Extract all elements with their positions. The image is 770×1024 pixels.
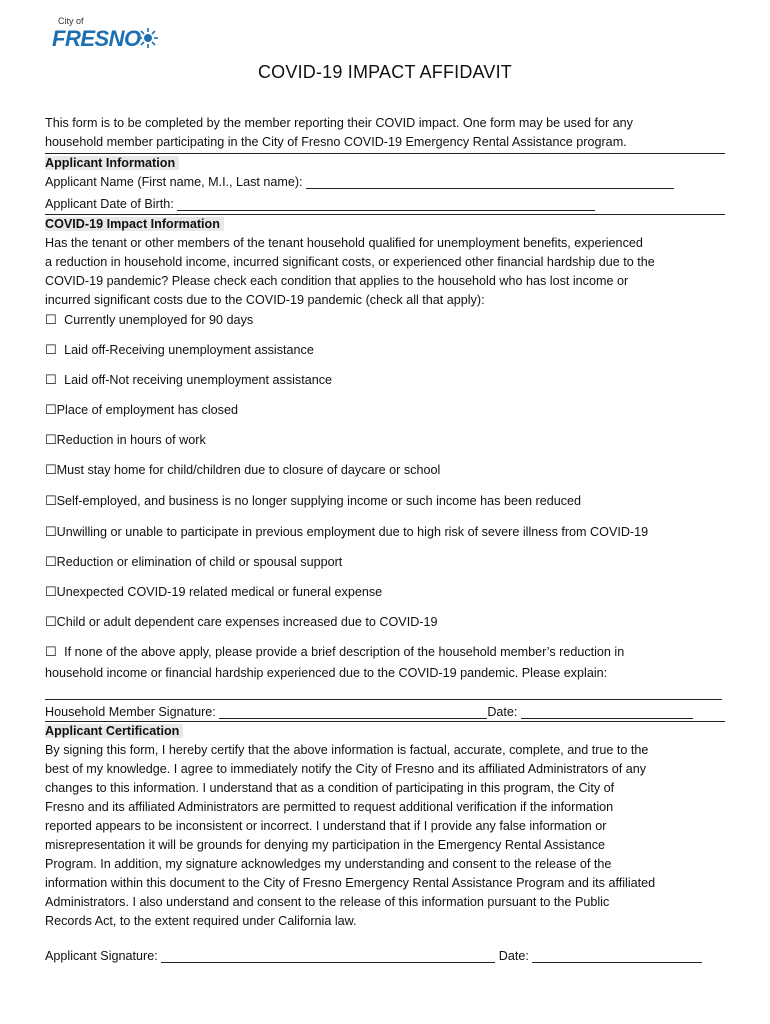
checkbox-icon[interactable]: ☐: [45, 313, 57, 328]
option-label: Place of employment has closed: [56, 403, 238, 417]
certification-line: Fresno and its affiliated Administrators are permitted to request additional verification if the information: [45, 800, 614, 814]
option-support-reduction[interactable]: [45, 555, 342, 570]
checkbox-icon[interactable]: ☐: [45, 615, 57, 630]
checkbox-icon[interactable]: ☐: [45, 463, 57, 478]
certification-line: changes to this information. I understand that as a condition of participating in this program, the City of: [45, 781, 615, 795]
option-label: Must stay home for child/children due to closure of daycare or school: [56, 463, 441, 477]
option-label: Reduction in hours of work: [56, 433, 206, 447]
impact-question-line: COVID-19 pandemic? Please check each condition that applies to the household who has lost income or: [45, 274, 629, 288]
applicant-name-label: Applicant Name (First name, M.I., Last name):: [45, 175, 303, 189]
option-label: Laid off-Receiving unemployment assistance: [60, 343, 314, 357]
city-of-fresno-logo: [52, 16, 162, 52]
checkbox-icon[interactable]: ☐: [45, 555, 57, 570]
certification-line: reported appears to be inconsistent or incorrect. I understand that if I provide any false information or: [45, 819, 607, 833]
household-date-field[interactable]: [521, 704, 693, 719]
checkbox-icon[interactable]: ☐: [45, 525, 57, 540]
applicant-signature-row: [45, 947, 702, 966]
certification-line: Administrators. I also understand and consent to the release of this information pursuant to the Public: [45, 895, 610, 909]
option-self-employed[interactable]: [45, 494, 581, 509]
option-label: Currently unemployed for 90 days: [60, 313, 254, 327]
applicant-date-field[interactable]: [532, 948, 702, 963]
certification-line: information within this document to the City of Fresno Emergency Rental Assistance Program and its affiliated: [45, 876, 656, 890]
option-label: Child or adult dependent care expenses increased due to COVID-19: [56, 615, 438, 629]
checkbox-icon[interactable]: ☐: [45, 343, 57, 358]
checkbox-icon[interactable]: ☐: [45, 494, 57, 509]
checkbox-icon[interactable]: ☐: [45, 645, 57, 660]
form-title: COVID-19 IMPACT AFFIDAVIT: [257, 62, 513, 82]
option-label: Unexpected COVID-19 related medical or funeral expense: [56, 585, 383, 599]
applicant-signature-label: Applicant Signature:: [45, 949, 158, 963]
household-date-label: Date:: [487, 705, 518, 719]
option-laid-off-not-receiving[interactable]: [45, 373, 332, 388]
logo-city-of: City of: [58, 16, 84, 26]
option-none-apply-line-2: household income or financial hardship experienced due to the COVID-19 pandemic. Please explain:: [45, 666, 608, 680]
certification-heading: Applicant Certification: [45, 722, 183, 741]
household-signature-label: Household Member Signature:: [45, 705, 216, 719]
option-employment-closed[interactable]: [45, 403, 238, 418]
option-none-apply[interactable]: [45, 645, 624, 660]
option-label: If none of the above apply, please provide a brief description of the household member’s reduction in: [60, 645, 625, 659]
option-high-risk[interactable]: [45, 525, 648, 540]
explanation-field[interactable]: [45, 699, 722, 700]
intro-line-2: household member participating in the City of Fresno COVID-19 Emergency Rental Assistance program.: [45, 135, 627, 149]
option-label: Laid off-Not receiving unemployment assistance: [60, 373, 333, 387]
applicant-info-heading: Applicant Information: [45, 154, 179, 173]
impact-heading: COVID-19 Impact Information: [45, 215, 224, 234]
option-label: Self-employed, and business is no longer supplying income or such income has been reduced: [56, 494, 582, 508]
certification-line: Records Act, to the extent required under California law.: [45, 914, 357, 928]
certification-line: best of my knowledge. I agree to immediately notify the City of Fresno and its affiliated Administrators of any: [45, 762, 647, 776]
household-signature-row: [45, 703, 693, 722]
option-reduction-hours[interactable]: [45, 433, 206, 448]
applicant-dob-label: Applicant Date of Birth:: [45, 197, 174, 211]
applicant-name-row: [45, 173, 674, 192]
intro-line-1: This form is to be completed by the member reporting their COVID impact. One form may be used for any: [45, 116, 633, 130]
option-label: Reduction or elimination of child or spousal support: [56, 555, 343, 569]
impact-question-line: incurred significant costs due to the COVID-19 pandemic (check all that apply):: [45, 293, 485, 307]
applicant-signature-field[interactable]: [161, 948, 495, 963]
impact-question-line: Has the tenant or other members of the tenant household qualified for unemployment benefits, experienced: [45, 236, 643, 250]
applicant-dob-field[interactable]: [177, 196, 595, 211]
checkbox-icon[interactable]: ☐: [45, 585, 57, 600]
option-currently-unemployed[interactable]: [45, 313, 253, 328]
option-dependent-care[interactable]: [45, 615, 438, 630]
checkbox-icon[interactable]: ☐: [45, 403, 57, 418]
applicant-date-label: Date:: [498, 949, 529, 963]
certification-line: misrepresentation it will be grounds for denying my participation in the Emergency Rental Assistance: [45, 838, 606, 852]
sun-icon: [138, 28, 158, 48]
option-label: Unwilling or unable to participate in previous employment due to high risk of severe illness from COVID-19: [56, 525, 649, 539]
certification-line: Program. In addition, my signature acknowledges my understanding and consent to the release of the: [45, 857, 612, 871]
certification-line: By signing this form, I hereby certify that the above information is factual, accurate, complete, and true to the: [45, 743, 649, 757]
option-laid-off-receiving[interactable]: [45, 343, 314, 358]
impact-question-line: a reduction in household income, incurred significant costs, or experienced other financial hardship due to the: [45, 255, 655, 269]
checkbox-icon[interactable]: ☐: [45, 373, 57, 388]
applicant-name-field[interactable]: [306, 174, 674, 189]
option-stay-home-childcare[interactable]: [45, 463, 440, 478]
checkbox-icon[interactable]: ☐: [45, 433, 57, 448]
household-signature-field[interactable]: [219, 704, 487, 719]
applicant-dob-row: [45, 195, 595, 214]
option-medical-expense[interactable]: [45, 585, 382, 600]
logo-fresno: FRESNO: [52, 26, 141, 51]
